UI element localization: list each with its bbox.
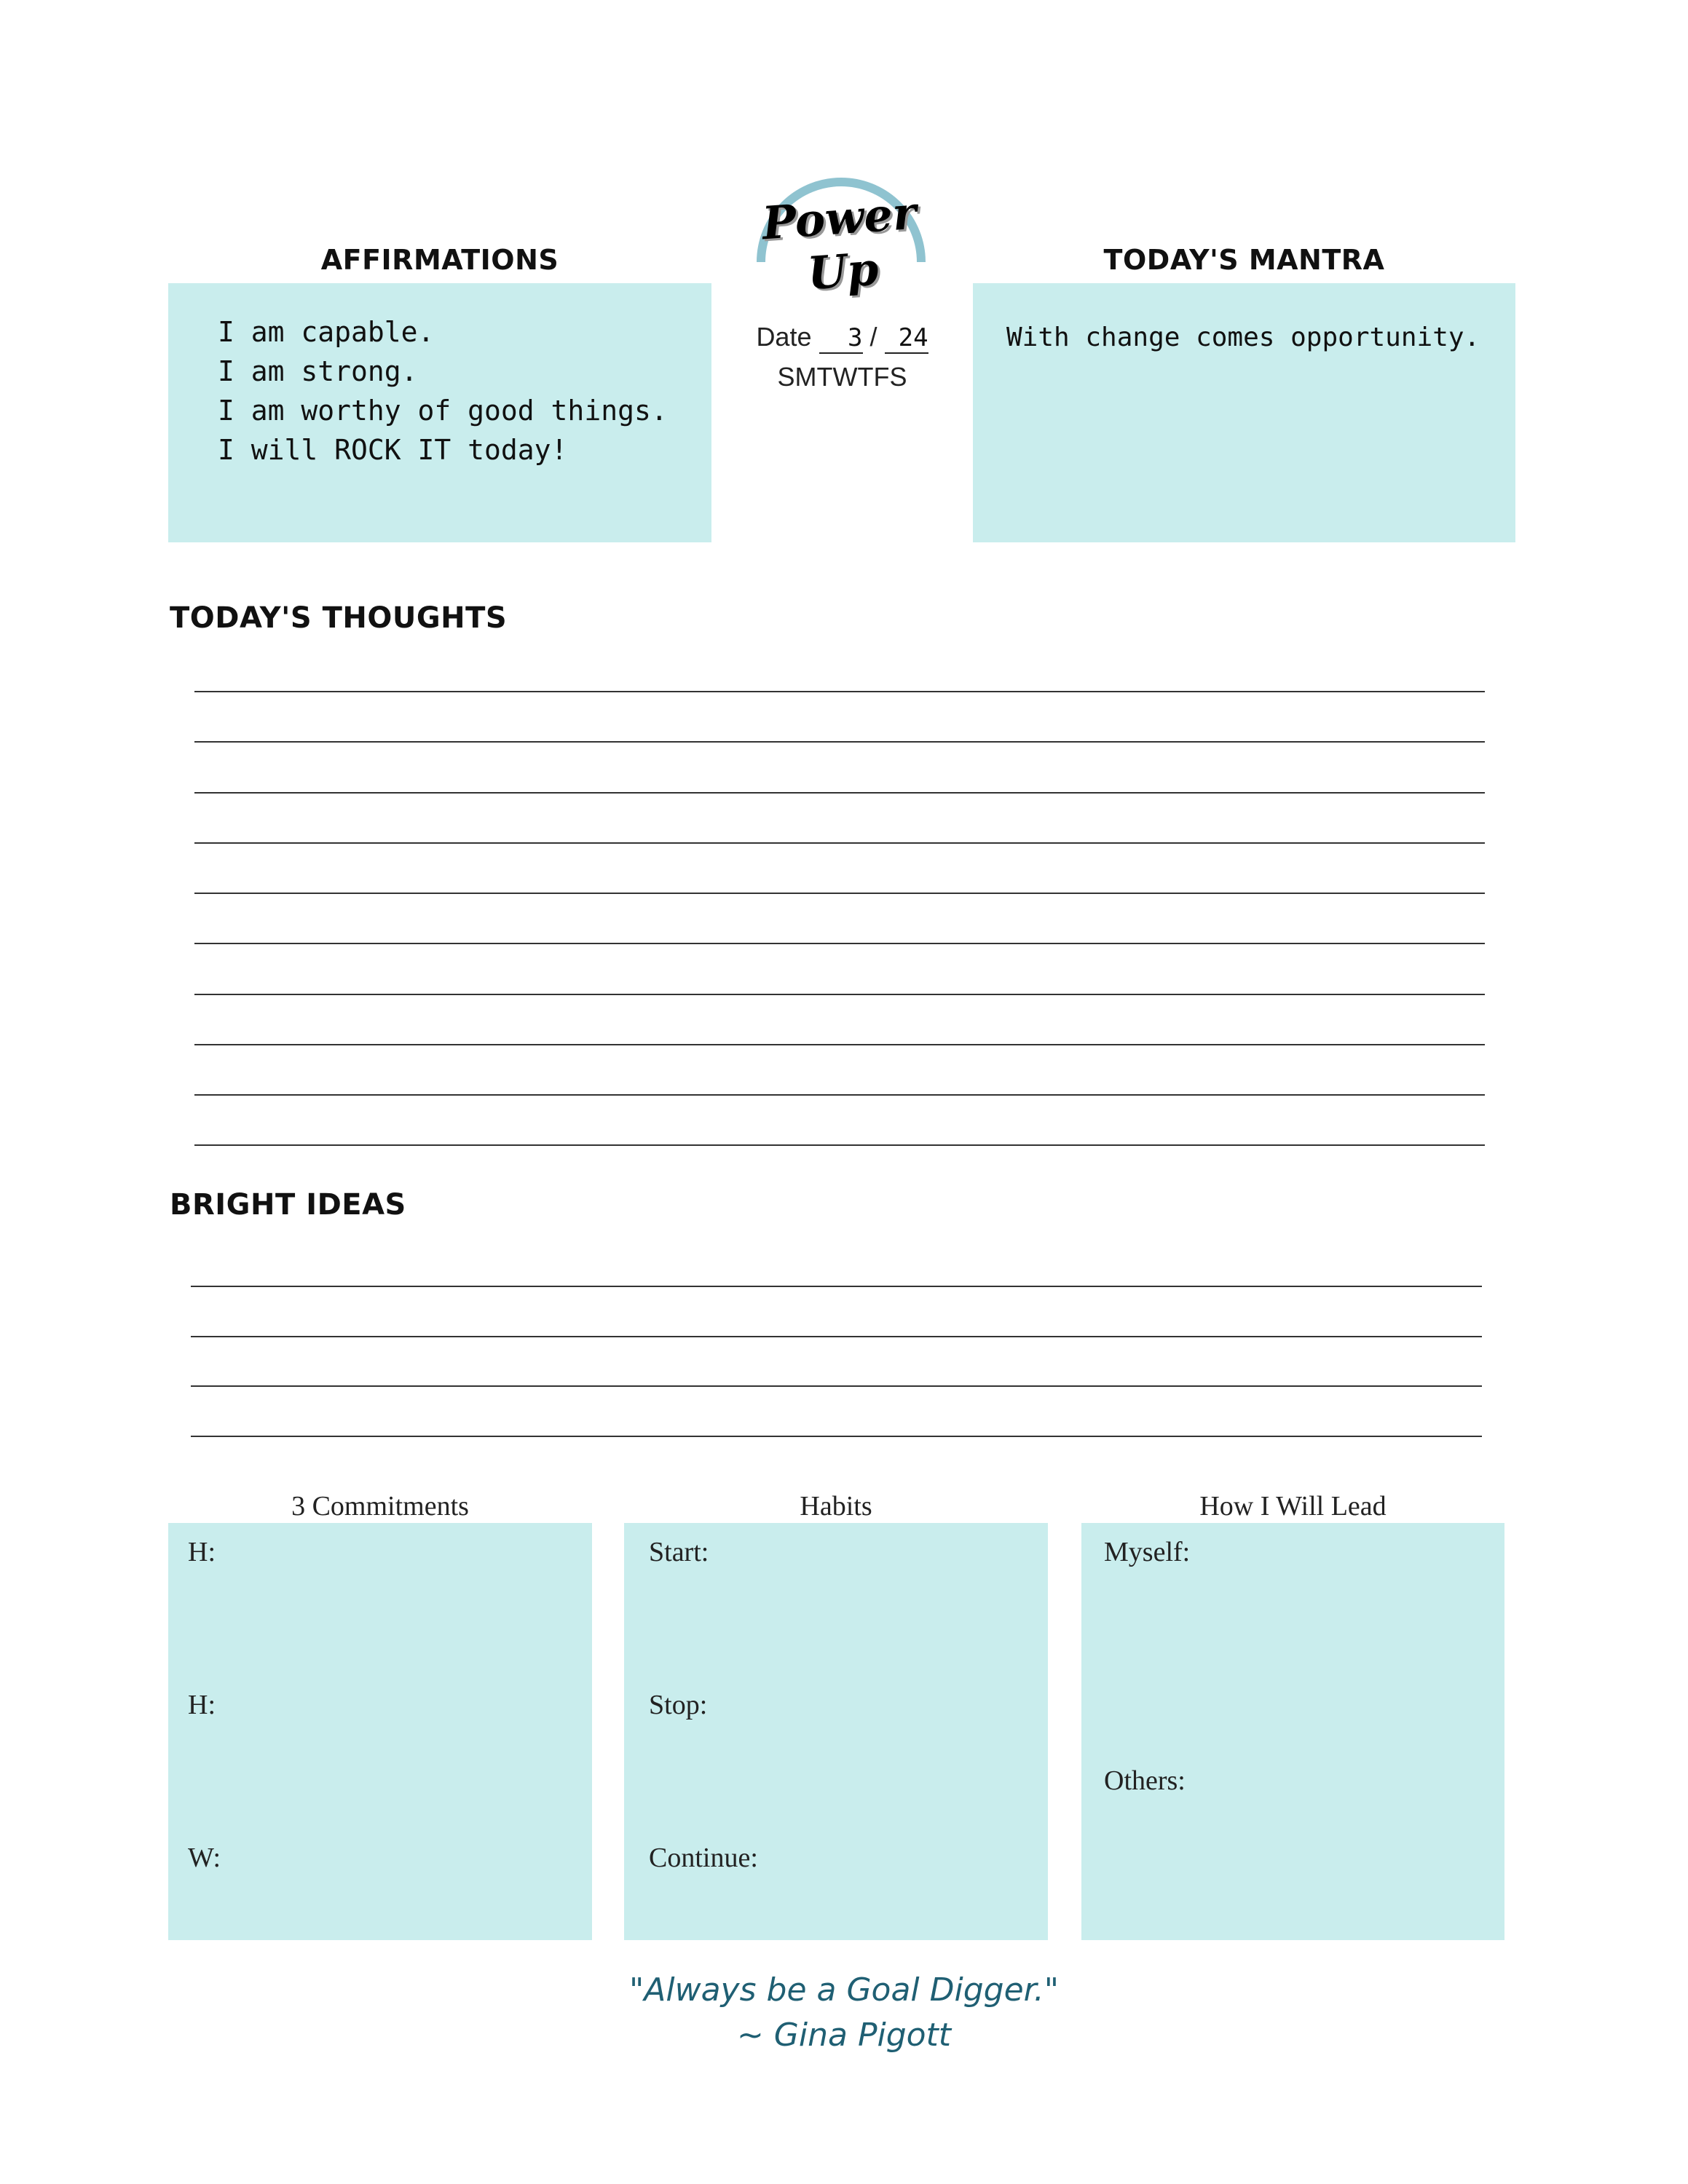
- lead-heading: How I Will Lead: [1199, 1491, 1387, 1522]
- mantra-heading: TODAY'S MANTRA: [1103, 244, 1385, 276]
- affirmation: I am strong.: [218, 355, 418, 387]
- writing-line[interactable]: [194, 741, 1485, 743]
- writing-line[interactable]: [191, 1286, 1482, 1287]
- lead-label: Others:: [1104, 1765, 1186, 1796]
- quote-author: ~ Gina Pigott: [736, 2017, 952, 2054]
- quote-text: "Always be a Goal Digger.": [629, 1971, 1059, 2009]
- affirmation: I am capable.: [218, 316, 435, 348]
- commitments-heading: 3 Commitments: [291, 1491, 469, 1522]
- date-month: 3: [819, 323, 863, 354]
- ideas-heading: BRIGHT IDEAS: [170, 1188, 406, 1222]
- weekday-selector[interactable]: SMTWTFS: [777, 362, 907, 392]
- writing-line[interactable]: [194, 1094, 1485, 1096]
- commitment-label: H:: [188, 1537, 216, 1567]
- writing-line[interactable]: [191, 1336, 1482, 1337]
- lead-label: Myself:: [1104, 1537, 1191, 1567]
- affirmations-box[interactable]: [168, 283, 711, 542]
- writing-line[interactable]: [191, 1385, 1482, 1387]
- writing-line[interactable]: [194, 792, 1485, 794]
- mantra-box[interactable]: [973, 283, 1515, 542]
- habits-box[interactable]: [624, 1523, 1048, 1940]
- commitment-label: H:: [188, 1690, 216, 1720]
- logo-text: Power Up: [760, 186, 918, 301]
- writing-line[interactable]: [194, 893, 1485, 894]
- writing-line[interactable]: [194, 1144, 1485, 1146]
- quote: [0, 1968, 1688, 2058]
- thoughts-heading: TODAY'S THOUGHTS: [170, 601, 508, 635]
- date-label: Date: [756, 322, 812, 352]
- writing-line[interactable]: [194, 943, 1485, 944]
- habit-label: Stop:: [649, 1690, 708, 1720]
- commitment-label: W:: [188, 1843, 221, 1873]
- writing-line[interactable]: [194, 1044, 1485, 1045]
- lead-box[interactable]: [1081, 1523, 1504, 1940]
- date-day: 24: [885, 323, 928, 354]
- writing-line[interactable]: [194, 842, 1485, 844]
- affirmation: I will ROCK IT today!: [218, 434, 568, 466]
- date-separator: /: [869, 322, 877, 352]
- habit-label: Continue:: [649, 1843, 758, 1873]
- power-up-logo: [732, 164, 950, 301]
- commitments-box[interactable]: [168, 1523, 592, 1940]
- affirmation: I am worthy of good things.: [218, 395, 668, 427]
- writing-line[interactable]: [194, 691, 1485, 692]
- habits-heading: Habits: [800, 1491, 872, 1522]
- mantra-text: With change comes opportunity.: [1006, 323, 1480, 352]
- writing-line[interactable]: [191, 1436, 1482, 1437]
- affirmations-heading: AFFIRMATIONS: [320, 244, 559, 276]
- date-field[interactable]: [711, 322, 973, 354]
- affirmations-list: [218, 312, 668, 470]
- habit-label: Start:: [649, 1537, 709, 1567]
- writing-line[interactable]: [194, 994, 1485, 995]
